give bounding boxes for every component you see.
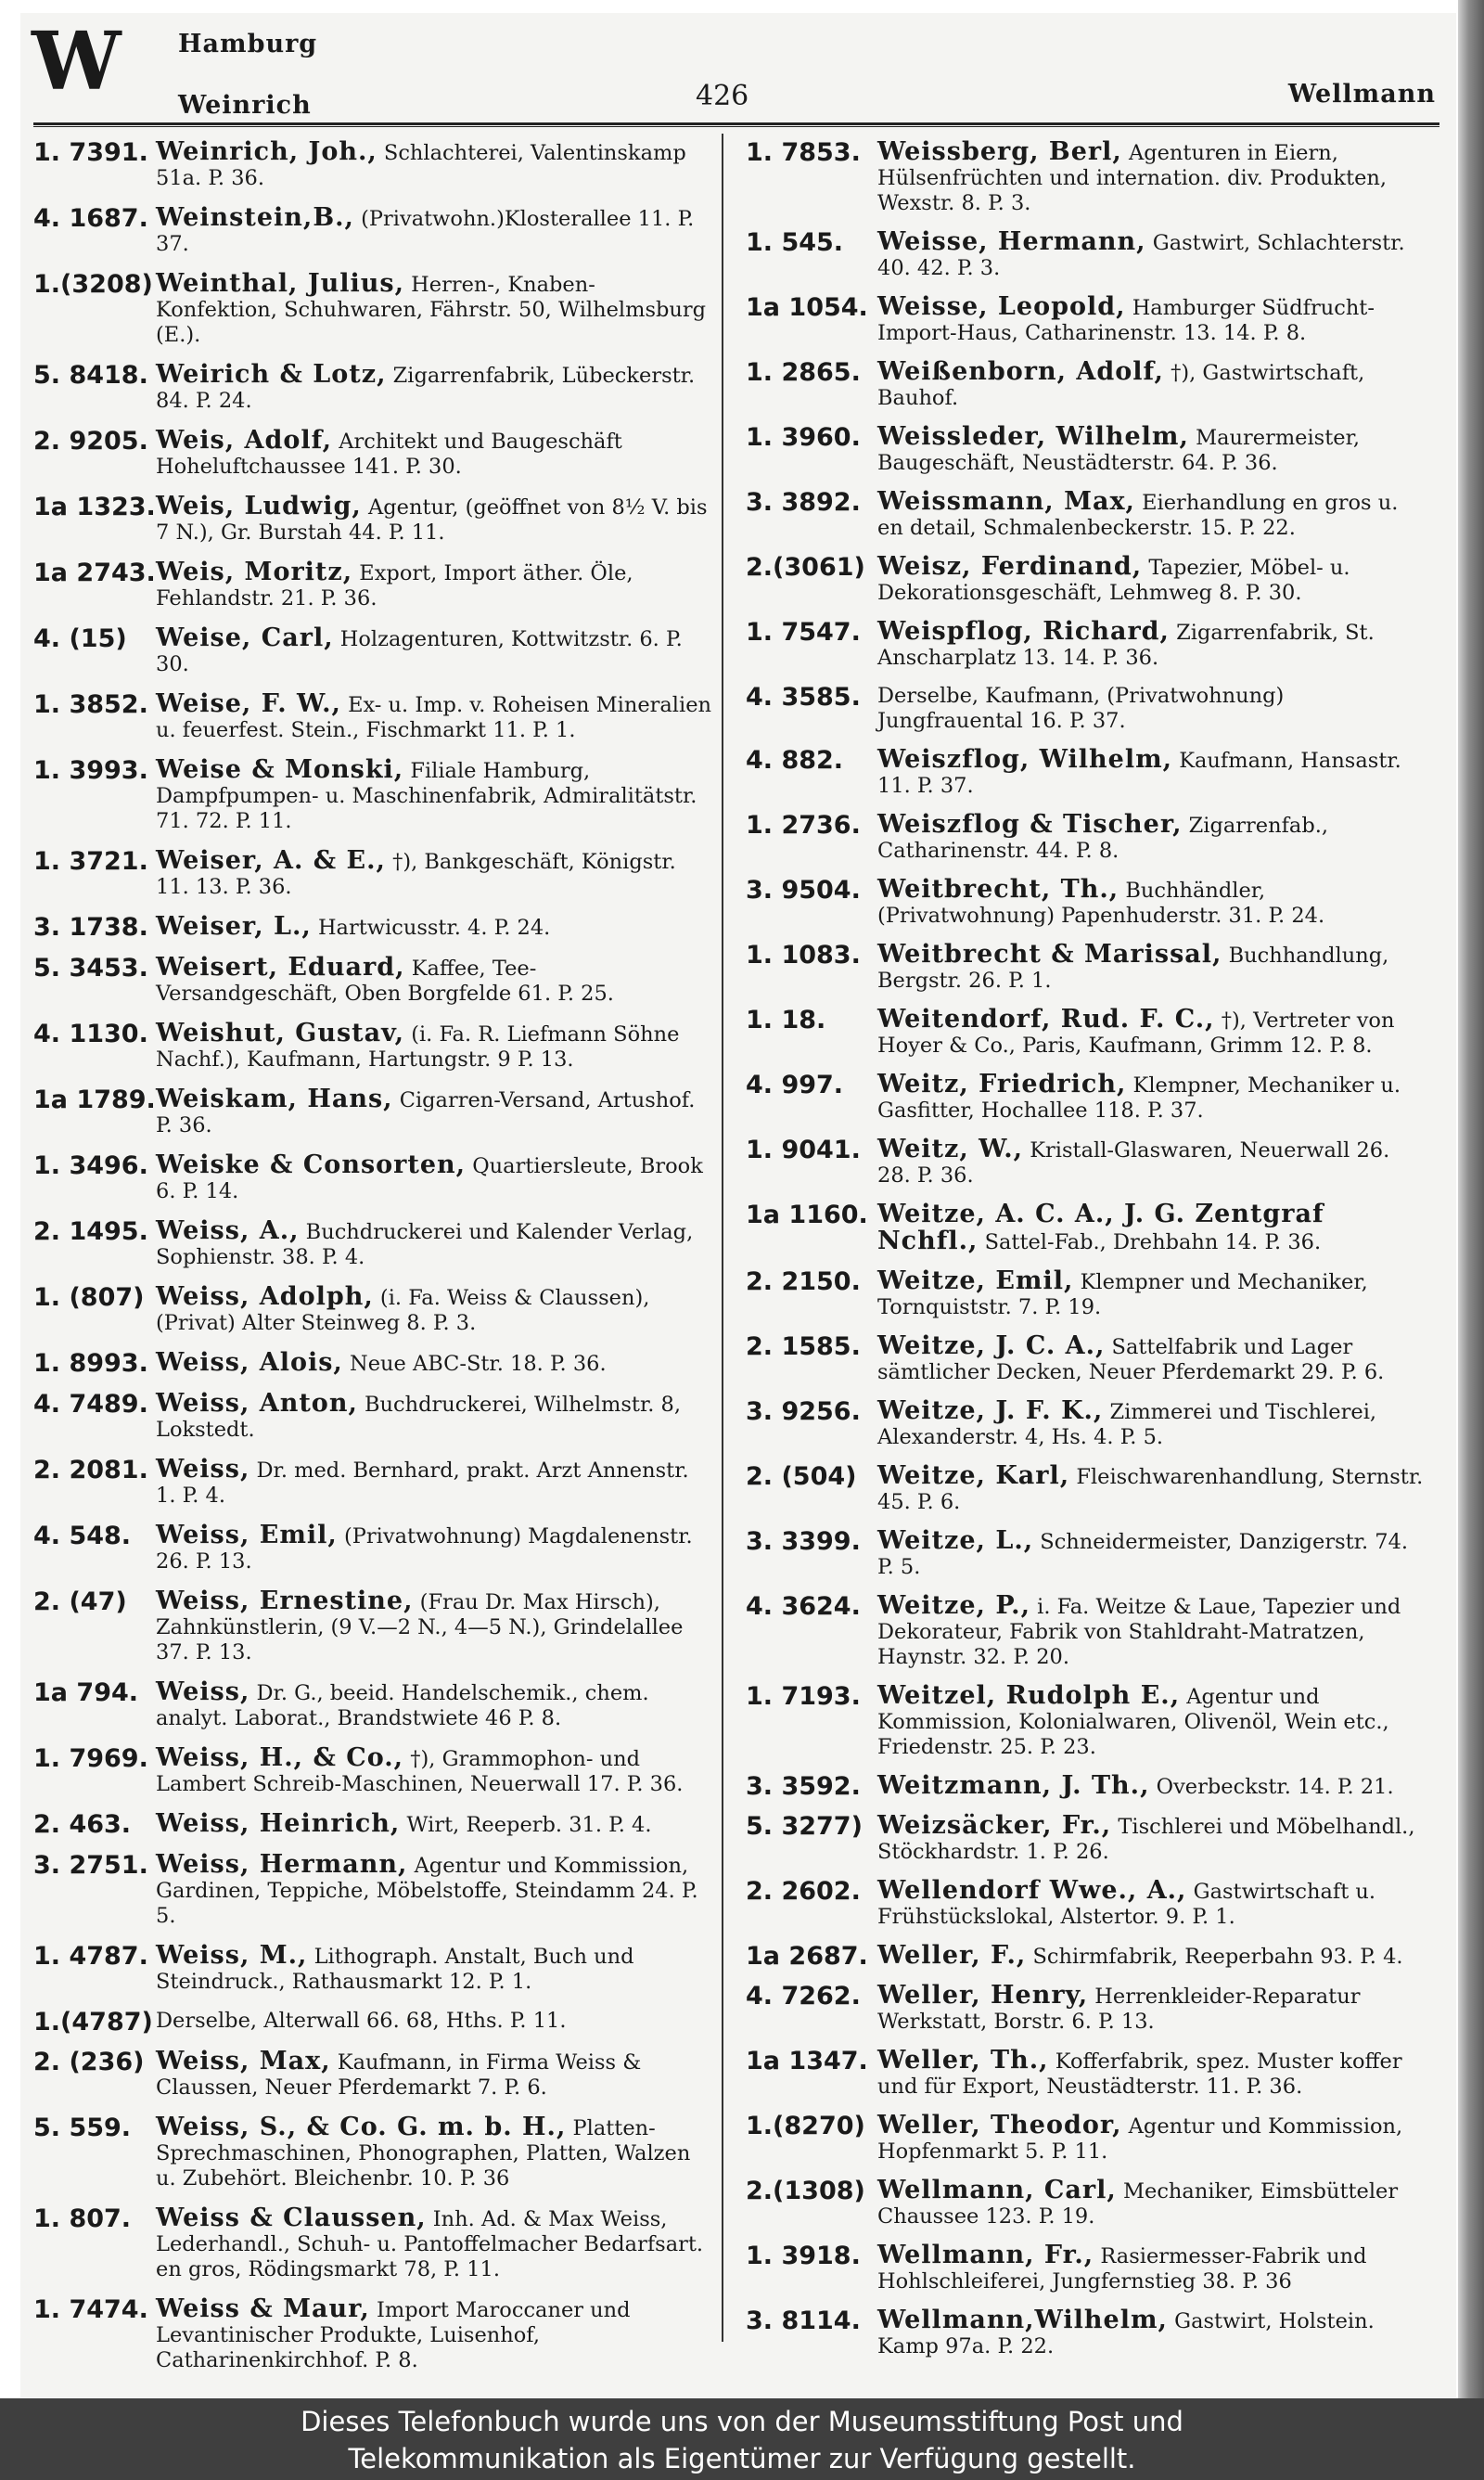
subscriber-name: Weissleder, Wilhelm,: [877, 422, 1189, 451]
phone-number: 2.(3061): [746, 553, 865, 582]
subscriber-name: Weiss, Max,: [156, 2047, 331, 2075]
phone-number: 3. 1738.: [33, 913, 148, 942]
subscriber-details: Klempner und Mechaniker, Tornquiststr. 7. P. 19.: [877, 1270, 1368, 1319]
subscriber-details: Schneidermeister, Danzigerstr. 74. P. 5.: [877, 1530, 1409, 1579]
phone-number: 2. 9205.: [33, 427, 148, 456]
phone-number: 1. 9041.: [746, 1136, 861, 1164]
directory-entry: [746, 1268, 1425, 1320]
directory-entry: [746, 1593, 1425, 1670]
directory-entry: [33, 139, 712, 191]
subscriber-details: Lithograph. Anstalt, Buch und Steindruck., Rathausmarkt 12. P. 1.: [156, 1945, 634, 1994]
phone-number: 1a 794.: [33, 1678, 139, 1707]
subscriber-name: Weissberg, Berl,: [877, 137, 1122, 166]
phone-number: 1. 2865.: [746, 358, 861, 387]
phone-number: 4. 7489.: [33, 1390, 148, 1419]
directory-entry: [746, 812, 1425, 864]
subscriber-name: Weise, Carl,: [156, 623, 334, 652]
subscriber-name: Weiss, Emil,: [156, 1521, 338, 1549]
directory-entry: [33, 625, 712, 677]
directory-entry: [33, 2205, 712, 2282]
directory-entry: [33, 1811, 712, 1838]
directory-entry: [33, 1391, 712, 1443]
subscriber-details: Eierhandlung en gros u. en detail, Schmalenbeckerstr. 15. P. 22.: [877, 491, 1399, 540]
subscriber-name: Weitz, W.,: [877, 1135, 1024, 1163]
subscriber-details: Holzagenturen, Kottwitzstr. 6. P. 30.: [156, 627, 683, 676]
subscriber-name: Weitze, P.,: [877, 1591, 1030, 1620]
directory-entry: [33, 362, 712, 414]
phone-number: 2. (504): [746, 1462, 857, 1491]
subscriber-details: Gastwirtschaft u. Frühstückslokal, Alstertor. 9. P. 1.: [877, 1880, 1376, 1929]
subscriber-name: Weitz, Friedrich,: [877, 1070, 1127, 1099]
subscriber-details: Agentur und Kommission, Hopfenmarkt 5. P. 11.: [877, 2114, 1403, 2164]
subscriber-details: Hartwicusstr. 4. P. 24.: [317, 916, 551, 940]
subscriber-name: Weiss, Heinrich,: [156, 1809, 401, 1838]
subscriber-name: Weiss, Ernestine,: [156, 1587, 414, 1615]
subscriber-name: Weitzel, Rudolph E.,: [877, 1681, 1181, 1710]
subscriber-details: Ex- u. Imp. v. Roheisen Mineralien u. feuerfest. Stein., Fischmarkt 11. P. 1.: [156, 693, 712, 742]
directory-entry: [33, 1943, 712, 1995]
subscriber-details: Filiale Hamburg, Dampfpumpen- u. Maschinenfabrik, Admiralitätstr. 71. 72. P. 11.: [156, 759, 697, 833]
subscriber-details: Klempner, Mechaniker u. Gasfitter, Hochallee 118. P. 37.: [877, 1073, 1401, 1123]
subscriber-name: Weiss, Alois,: [156, 1348, 343, 1377]
directory-entry: [33, 914, 712, 941]
directory-entry: [746, 1333, 1425, 1385]
subscriber-name: Weitbrecht & Marissal,: [877, 940, 1222, 969]
directory-entry: [33, 1218, 712, 1270]
directory-entry: [746, 2242, 1425, 2294]
subscriber-name: Weißenborn, Adolf,: [877, 357, 1164, 386]
subscriber-name: Weller, Henry,: [877, 1981, 1089, 2010]
directory-entry: [33, 1588, 712, 1665]
directory-entry: [33, 1021, 712, 1073]
directory-entry: [746, 1773, 1425, 1800]
phone-number: 1. 4787.: [33, 1942, 148, 1971]
phone-number: 2. 2602.: [746, 1877, 861, 1906]
phone-number: 1. 3918.: [746, 2242, 861, 2270]
directory-entry: [33, 1457, 712, 1509]
phone-number: 2. 2150.: [746, 1267, 861, 1296]
phone-number: 5. 559.: [33, 2114, 132, 2142]
header-last-name: Wellmann: [1287, 80, 1436, 109]
directory-entry: [746, 1463, 1425, 1515]
directory-entry: [33, 2009, 712, 2035]
subscriber-details: Schirmfabrik, Reeperbahn 93. P. 4.: [1032, 1945, 1403, 1969]
phone-number: 1a 1323.: [33, 493, 156, 521]
phone-number: 3. 8114.: [746, 2307, 861, 2335]
phone-number: 1. 7547.: [746, 618, 861, 647]
subscriber-name: Weisert, Eduard,: [156, 953, 405, 982]
subscriber-details: Kristall-Glaswaren, Neuerwall 26. 28. P. 36.: [877, 1138, 1390, 1188]
subscriber-name: Weiss, S., & Co. G. m. b. H.,: [156, 2113, 567, 2141]
phone-number: 1a 1347.: [746, 2047, 868, 2075]
footer-line-2: Telekommunikation als Eigentümer zur Verfügung gestellt.: [348, 2443, 1136, 2474]
directory-page: [20, 13, 1456, 2397]
phone-number: 4. 548.: [33, 1522, 132, 1550]
phone-number: 5. 8418.: [33, 361, 148, 390]
section-letter: W: [32, 15, 120, 109]
header-rule: [33, 122, 1439, 127]
directory-entry: [33, 1523, 712, 1574]
phone-number: 1. 3721.: [33, 847, 148, 876]
subscriber-name: Weispflog, Richard,: [877, 617, 1170, 646]
subscriber-name: Weinthal, Julius,: [156, 269, 404, 298]
subscriber-name: Weiss, A.,: [156, 1216, 300, 1245]
directory-entry: [33, 1284, 712, 1336]
header-first-name: Weinrich: [178, 91, 312, 120]
phone-number: 1. 7474.: [33, 2295, 148, 2324]
subscriber-details: (i. Fa. Weiss & Claussen), (Privat) Alter Steinweg 8. P. 3.: [156, 1286, 650, 1335]
subscriber-name: Weiser, L.,: [156, 912, 312, 941]
phone-number: 4. 1130.: [33, 1020, 148, 1048]
directory-entry: [746, 1943, 1425, 1970]
subscriber-name: Weis, Ludwig,: [156, 492, 362, 520]
subscriber-name: Weiszflog & Tischer,: [877, 810, 1183, 839]
phone-number: 5. 3453.: [33, 954, 148, 983]
subscriber-details: †), Gastwirtschaft, Bauhof.: [877, 361, 1365, 410]
subscriber-details: Herrenkleider-Reparatur Werkstatt, Borstr. 6. P. 13.: [877, 1985, 1361, 2034]
subscriber-details: (Frau Dr. Max Hirsch), Zahnkünstlerin, (9 V.—2 N., 4—5 N.), Grindelallee 37. P. 13.: [156, 1590, 684, 1664]
directory-entry: [33, 1745, 712, 1797]
directory-entry: [33, 1852, 712, 1929]
directory-entry: [33, 848, 712, 900]
subscriber-details: †), Vertreter von Hoyer & Co., Paris, Kaufmann, Grimm 12. P. 8.: [877, 1009, 1395, 1058]
attribution-footer: [0, 2398, 1484, 2480]
subscriber-name: Wellmann, Carl,: [877, 2176, 1117, 2204]
subscriber-details: Kofferfabrik, spez. Muster koffer und für Export, Neustädterstr. 11. P. 36.: [877, 2050, 1402, 2099]
directory-entry: [746, 139, 1425, 216]
subscriber-details: Hamburger Südfrucht-Import-Haus, Catharinenstr. 13. 14. P. 8.: [877, 296, 1375, 345]
directory-entry: [33, 559, 712, 611]
directory-entry: [33, 2296, 712, 2373]
subscriber-details: Dr. med. Bernhard, prakt. Arzt Annenstr. 1. P. 4.: [156, 1458, 689, 1508]
subscriber-details: Neue ABC-Str. 18. P. 36.: [350, 1352, 607, 1376]
phone-number: 5. 3277): [746, 1812, 863, 1841]
phone-number: 4. 3624.: [746, 1592, 861, 1621]
subscriber-details: i. Fa. Weitze & Laue, Tapezier und Dekorateur, Fabrik von Stahldraht-Matratzen, Haynstr. 32. P. 20.: [877, 1595, 1401, 1669]
subscriber-details: Rasiermesser-Fabrik und Hohlschleiferei, Jungfernstieg 38. P. 36: [877, 2244, 1367, 2294]
phone-number: 1a 1789.: [33, 1086, 156, 1114]
subscriber-name: Weiss,: [156, 1455, 250, 1484]
subscriber-name: Weinstein,B.,: [156, 203, 354, 232]
subscriber-name: Weiser, A. & E.,: [156, 846, 386, 875]
directory-entry: [746, 877, 1425, 929]
right-column: [746, 139, 1425, 2372]
subscriber-details: (i. Fa. R. Liefmann Söhne Nachf.), Kaufmann, Hartungstr. 9 P. 13.: [156, 1022, 680, 1072]
phone-number: 4. (15): [33, 624, 127, 653]
subscriber-name: Weiss, M.,: [156, 1941, 308, 1970]
phone-number: 3. 9256.: [746, 1397, 861, 1426]
phone-number: 1. 7853.: [746, 138, 861, 167]
subscriber-name: Weis, Moritz,: [156, 558, 353, 586]
subscriber-details: Tischlerei und Möbelhandl., Stöckhardstr. 1. P. 26.: [877, 1815, 1415, 1864]
phone-number: 1. 3852.: [33, 690, 148, 719]
page-number: 426: [696, 80, 749, 112]
subscriber-name: Weller, Theodor,: [877, 2111, 1122, 2139]
subscriber-details: Kaufmann, in Firma Weiss & Claussen, Neuer Pferdemarkt 7. P. 6.: [156, 2050, 642, 2100]
subscriber-details: †), Grammophon- und Lambert Schreib-Maschinen, Neuerwall 17. P. 36.: [156, 1747, 684, 1796]
subscriber-name: Weitzmann, J. Th.,: [877, 1771, 1150, 1800]
phone-number: 1. 7193.: [746, 1682, 861, 1711]
phone-number: 1a 1054.: [746, 293, 868, 322]
subscriber-details: Architekt und Baugeschäft Hoheluftchaussee 141. P. 30.: [156, 430, 622, 479]
footer-line-1: Dieses Telefonbuch wurde uns von der Museumsstiftung Post und: [301, 2406, 1183, 2437]
phone-number: 3. 3892.: [746, 488, 861, 517]
subscriber-details: Buchdruckerei, Wilhelmstr. 8, Lokstedt.: [156, 1393, 682, 1442]
phone-number: 1.(4787): [33, 2008, 153, 2037]
header-city: Hamburg: [178, 30, 318, 58]
subscriber-details: Gastwirt, Schlachterstr. 40. 42. P. 3.: [877, 231, 1405, 280]
phone-number: 1. 8993.: [33, 1349, 148, 1378]
subscriber-name: Weitbrecht, Th.,: [877, 875, 1119, 904]
subscriber-name: Weisse, Leopold,: [877, 292, 1126, 321]
column-divider: [722, 134, 723, 2342]
subscriber-name: Weitze, J. F. K.,: [877, 1396, 1104, 1425]
phone-number: 4. 997.: [746, 1071, 844, 1099]
directory-entry: [746, 489, 1425, 541]
subscriber-name: Weiskam, Hans,: [156, 1085, 393, 1113]
subscriber-details: Tapezier, Möbel- u. Dekorationsgeschäft, Lehmweg 8. P. 30.: [877, 556, 1350, 605]
phone-number: 1.(3208): [33, 270, 153, 299]
phone-number: 3. 3592.: [746, 1772, 861, 1801]
subscriber-details: Buchhändler, (Privatwohnung) Papenhuderstr. 31. P. 24.: [877, 879, 1325, 928]
directory-entry: [746, 1137, 1425, 1189]
directory-entry: [33, 1152, 712, 1204]
directory-entry: [33, 271, 712, 348]
phone-number: 1a 2743.: [33, 559, 156, 587]
directory-entry: [33, 494, 712, 546]
directory-entry: [33, 955, 712, 1007]
subscriber-name: Weiss, Hermann,: [156, 1850, 408, 1879]
subscriber-details: Zigarrenfab., Catharinenstr. 44. P. 8.: [877, 814, 1329, 863]
phone-number: 2. 1585.: [746, 1332, 861, 1361]
subscriber-details: Overbeckstr. 14. P. 21.: [1156, 1775, 1394, 1799]
subscriber-name: Weiss,: [156, 1677, 250, 1706]
subscriber-name: Weiszflog, Wilhelm,: [877, 745, 1173, 774]
subscriber-details: Mechaniker, Eimsbütteler Chaussee 123. P. 19.: [877, 2179, 1399, 2229]
phone-number: 4. 882.: [746, 746, 844, 775]
subscriber-name: Weller, F.,: [877, 1941, 1027, 1970]
phone-number: 1. 18.: [746, 1006, 826, 1034]
subscriber-name: Weinrich, Joh.,: [156, 137, 377, 166]
directory-entry: [746, 1201, 1425, 1255]
directory-entry: [746, 1072, 1425, 1124]
directory-entry: [746, 554, 1425, 606]
subscriber-name: Weise & Monski,: [156, 755, 404, 784]
directory-entry: [746, 2113, 1425, 2165]
subscriber-name: Weishut, Gustav,: [156, 1019, 405, 1047]
phone-number: 1. 3960.: [746, 423, 861, 452]
subscriber-details: Agenturen in Eiern, Hülsenfrüchten und internation. div. Produkten, Wexstr. 8. P. 3.: [877, 141, 1388, 215]
subscriber-details: Cigarren-Versand, Artushof. P. 36.: [156, 1088, 696, 1137]
subscriber-name: Weitendorf, Rud. F. C.,: [877, 1005, 1215, 1034]
phone-number: 2. (47): [33, 1587, 127, 1616]
directory-entry: [33, 428, 712, 480]
phone-number: 3. 3399.: [746, 1527, 861, 1556]
subscriber-name: Weiske & Consorten,: [156, 1150, 467, 1179]
phone-number: 4. 3585.: [746, 683, 861, 712]
directory-entry: [746, 2048, 1425, 2100]
directory-entry: [746, 2307, 1425, 2359]
subscriber-details: Schlachterei, Valentinskamp 51a. P. 36.: [156, 141, 686, 190]
subscriber-details: Zimmerei und Tischlerei, Alexanderstr. 4, Hs. 4. P. 5.: [877, 1400, 1377, 1449]
phone-number: 2. 463.: [33, 1810, 132, 1839]
subscriber-details: Maurermeister, Baugeschäft, Neustädterstr. 64. P. 36.: [877, 426, 1361, 475]
phone-number: 2. (236): [33, 2048, 145, 2076]
subscriber-name: Weitze, A. C. A., J. G. Zentgraf Nchfl.,: [877, 1200, 1324, 1255]
phone-number: 1a 1160.: [746, 1201, 868, 1229]
subscriber-details: (Privatwohn.)Klosterallee 11. P. 37.: [156, 207, 695, 256]
directory-entry: [746, 1528, 1425, 1580]
phone-number: 1. 1083.: [746, 941, 861, 970]
subscriber-details: Agentur, (geöffnet von 8½ V. bis 7 N.), Gr. Burstah 44. P. 11.: [156, 495, 708, 545]
directory-entry: [33, 2114, 712, 2191]
subscriber-name: Wellendorf Wwe., A.,: [877, 1876, 1187, 1905]
subscriber-name: Weitze, Karl,: [877, 1461, 1070, 1490]
subscriber-name: Weiss, Anton,: [156, 1389, 358, 1418]
directory-entry: [746, 2178, 1425, 2229]
phone-number: 2. 2081.: [33, 1456, 148, 1484]
subscriber-details: Sattelfabrik und Lager sämtlicher Decken, Neuer Pferdemarkt 29. P. 6.: [877, 1335, 1385, 1384]
subscriber-name: Weiss, H., & Co.,: [156, 1743, 404, 1772]
subscriber-name: Weizsäcker, Fr.,: [877, 1811, 1112, 1840]
phone-number: 1. 545.: [746, 228, 844, 257]
subscriber-name: Weirich & Lotz,: [156, 360, 387, 389]
subscriber-details: (Privatwohnung) Magdalenenstr. 26. P. 13.: [156, 1524, 693, 1574]
directory-entry: [746, 294, 1425, 346]
subscriber-details: Export, Import äther. Öle, Fehlandstr. 21. P. 36.: [156, 561, 633, 610]
subscriber-details: Herren-, Knaben-Konfektion, Schuhwaren, Fährstr. 50, Wilhelmsburg (E.).: [156, 273, 707, 347]
subscriber-details: Buchhandlung, Bergstr. 26. P. 1.: [877, 944, 1389, 993]
subscriber-name: Weitze, Emil,: [877, 1266, 1074, 1295]
subscriber-details: Buchdruckerei und Kalender Verlag, Sophienstr. 38. P. 4.: [156, 1220, 694, 1269]
page-edge: [1458, 0, 1484, 2398]
directory-entry: [33, 1086, 712, 1138]
subscriber-name: Weise, F. W.,: [156, 689, 341, 718]
directory-entry: [746, 229, 1425, 281]
directory-entry: [746, 1007, 1425, 1059]
phone-number: 4. 7262.: [746, 1982, 861, 2011]
directory-entry: [746, 1683, 1425, 1760]
subscriber-name: Weisz, Ferdinand,: [877, 552, 1143, 581]
subscriber-details: Derselbe, Alterwall 66. 68, Hths. P. 11.: [156, 2009, 567, 2033]
directory-entry: [33, 691, 712, 743]
directory-entry: [746, 359, 1425, 411]
phone-number: 4. 1687.: [33, 204, 148, 233]
directory-entry: [746, 1398, 1425, 1450]
subscriber-details: Inh. Ad. & Max Weiss, Lederhandl., Schuh- u. Pantoffelmacher Bedarfsart. en gros, Rödingsmarkt 78, P. 11.: [156, 2207, 704, 2281]
left-column: [33, 139, 712, 2387]
directory-entry: [746, 1813, 1425, 1865]
phone-number: 1. 7969.: [33, 1744, 148, 1773]
phone-number: 1a 2687.: [746, 1942, 868, 1971]
subscriber-name: Weis, Adolf,: [156, 426, 333, 455]
directory-entry: [746, 1878, 1425, 1930]
subscriber-details: Sattel-Fab., Drehbahn 14. P. 36.: [984, 1230, 1322, 1254]
subscriber-details: Platten-Sprechmaschinen, Phonographen, Platten, Walzen u. Zubehört. Bleichenbr. 10. P. 36: [156, 2116, 691, 2191]
subscriber-details: Zigarrenfabrik, St. Anscharplatz 13. 14. P. 36.: [877, 621, 1375, 670]
directory-entry: [746, 424, 1425, 476]
subscriber-details: Fleischwarenhandlung, Sternstr. 45. P. 6.: [877, 1465, 1424, 1514]
directory-entry: [746, 1983, 1425, 2035]
subscriber-details: Gastwirt, Holstein. Kamp 97a. P. 22.: [877, 2309, 1375, 2358]
subscriber-details: †), Bankgeschäft, Königstr. 11. 13. P. 36.: [156, 850, 676, 899]
subscriber-name: Weiss & Claussen,: [156, 2204, 427, 2232]
directory-entry: [746, 747, 1425, 799]
subscriber-name: Weiss & Maur,: [156, 2294, 370, 2323]
subscriber-name: Wellmann, Fr.,: [877, 2241, 1094, 2269]
subscriber-details: Derselbe, Kaufmann, (Privatwohnung) Jungfrauental 16. P. 37.: [877, 684, 1285, 733]
subscriber-details: Kaffee, Tee-Versandgeschäft, Oben Borgfelde 61. P. 25.: [156, 957, 614, 1006]
subscriber-name: Weitze, J. C. A.,: [877, 1331, 1106, 1360]
subscriber-details: Dr. G., beeid. Handelschemik., chem. analyt. Laborat., Brandstwiete 46 P. 8.: [156, 1681, 649, 1730]
phone-number: 1. 7391.: [33, 138, 148, 167]
subscriber-details: Agentur und Kommission, Gardinen, Teppiche, Möbelstoffe, Steindamm 24. P. 5.: [156, 1854, 698, 1928]
directory-entry: [33, 757, 712, 834]
directory-entry: [33, 1350, 712, 1377]
phone-number: 2. 1495.: [33, 1217, 148, 1246]
directory-entry: [33, 1679, 712, 1731]
phone-number: 1.(8270): [746, 2112, 865, 2140]
phone-number: 1. (807): [33, 1283, 145, 1312]
subscriber-details: Zigarrenfabrik, Lübeckerstr. 84. P. 24.: [156, 364, 696, 413]
directory-entry: [746, 942, 1425, 994]
phone-number: 1. 3993.: [33, 756, 148, 785]
subscriber-details: Wirt, Reeperb. 31. P. 4.: [406, 1813, 652, 1837]
subscriber-details: Quartiersleute, Brook 6. P. 14.: [156, 1154, 703, 1203]
subscriber-name: Weller, Th.,: [877, 2046, 1049, 2075]
directory-entry: [746, 619, 1425, 671]
phone-number: 3. 2751.: [33, 1851, 148, 1880]
directory-entry: [33, 205, 712, 257]
subscriber-name: Weitze, L.,: [877, 1526, 1034, 1555]
subscriber-name: Weisse, Hermann,: [877, 227, 1146, 256]
phone-number: 2.(1308): [746, 2177, 865, 2205]
subscriber-name: Wellmann,Wilhelm,: [877, 2306, 1168, 2334]
subscriber-details: Kaufmann, Hansastr. 11. P. 37.: [877, 749, 1401, 798]
phone-number: 3. 9504.: [746, 876, 861, 905]
phone-number: 1. 3496.: [33, 1151, 148, 1180]
directory-entry: [33, 2049, 712, 2101]
subscriber-name: Weiss, Adolph,: [156, 1282, 374, 1311]
phone-number: 1. 2736.: [746, 811, 861, 840]
directory-entry: [746, 684, 1425, 734]
subscriber-name: Weissmann, Max,: [877, 487, 1135, 516]
subscriber-details: Agentur und Kommission, Kolonialwaren, Olivenöl, Wein etc., Friedenstr. 25. P. 23.: [877, 1685, 1389, 1759]
phone-number: 1. 807.: [33, 2204, 132, 2233]
subscriber-details: Import Maroccaner und Levantinischer Produkte, Luisenhof, Catharinenkirchhof. P. 8.: [156, 2298, 631, 2372]
